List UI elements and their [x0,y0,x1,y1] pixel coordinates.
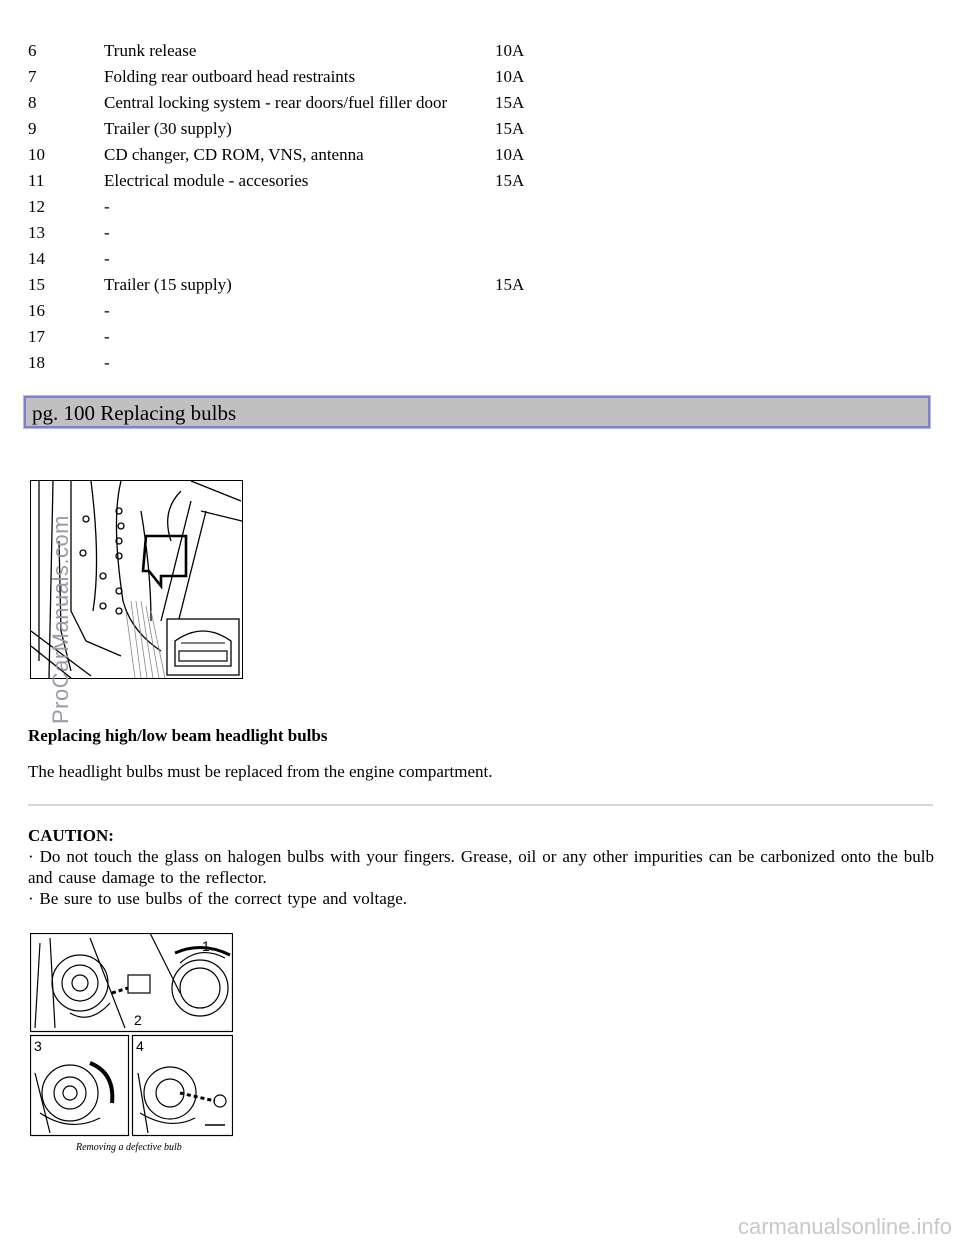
caution-block [28,825,934,909]
fuse-number: 18 [28,353,45,372]
fuse-table-body [28,38,555,376]
fuse-number: 10 [28,145,45,164]
fuse-row [28,168,555,194]
fuse-description: Central locking system - rear doors/fuel filler door [104,93,448,112]
fuse-amperage: 15A [495,275,525,294]
caution-title: CAUTION: [28,826,114,845]
fuse-number: 17 [28,327,45,346]
panel-step-3 [31,1036,129,1136]
fuse-row [28,350,555,376]
fuse-row [28,116,555,142]
fuse-description: - [104,249,110,268]
fuse-row [28,142,555,168]
fuse-description: Trailer (30 supply) [104,119,232,138]
step-label-4: 4 [136,1038,144,1054]
fuse-amperage [495,220,555,246]
fuse-amperage: 10A [495,145,525,164]
fuse-amperage: 15A [495,93,525,112]
fuse-number: 8 [28,93,37,112]
fuse-description: Trunk release [104,41,197,60]
fuse-description: CD changer, CD ROM, VNS, antenna [104,145,364,164]
fuse-description: - [104,197,110,216]
footer-watermark: carmanualsonline.info [737,1214,952,1239]
fuse-table [28,38,555,376]
step-label-2: 2 [134,1012,142,1028]
fuse-number: 9 [28,119,37,138]
fuse-number: 15 [28,275,45,294]
intro-paragraph: The headlight bulbs must be replaced from the engine compartment. [28,762,493,781]
step-label-3: 3 [34,1038,42,1054]
fuse-number: 14 [28,249,45,268]
fuse-row [28,272,555,298]
horizontal-rule [28,804,933,806]
section-header-title: pg. 100 Replacing bulbs [32,401,237,425]
fuse-description: - [104,301,110,320]
fuse-amperage [495,324,555,350]
figure-caption: Removing a defective bulb [76,1142,182,1153]
side-watermark: ProCarManuals.com [48,514,73,724]
fuse-description: Folding rear outboard head restraints [104,67,356,86]
fuse-amperage [495,246,555,272]
fuse-amperage [495,194,555,220]
caution-item: · Be sure to use bulbs of the correct type and voltage. [28,889,408,908]
fuse-amperage [495,350,555,376]
fuse-row [28,38,555,64]
bulb-removal-illustration [30,933,233,1155]
car-front-inset [167,619,239,675]
fuse-row [28,246,555,272]
fuse-number: 12 [28,197,45,216]
fuse-row [28,324,555,350]
fuse-description: Trailer (15 supply) [104,275,232,294]
section-subheading: Replacing high/low beam headlight bulbs [28,726,328,745]
fuse-description: - [104,223,110,242]
fuse-number: 7 [28,67,37,86]
fuse-description: - [104,327,110,346]
fuse-amperage: 15A [495,119,525,138]
fuse-row [28,194,555,220]
fuse-number: 6 [28,41,37,60]
fuse-description: Electrical module - accesories [104,171,309,190]
fuse-row [28,90,555,116]
fuse-row [28,220,555,246]
fuse-number: 16 [28,301,45,320]
fuse-row [28,298,555,324]
fuse-amperage [495,298,555,324]
step-label-1: 1 [202,938,210,954]
fuse-amperage: 15A [495,171,525,190]
fuse-number: 11 [28,171,45,190]
section-header [24,396,930,428]
fuse-amperage: 10A [495,67,525,86]
fuse-row [28,64,555,90]
fuse-description: - [104,353,110,372]
caution-item: · Do not touch the glass on halogen bulbs with your fingers. Grease, oil or any other impurities can be carbonized onto the bulb and cause damage to the reflector. [28,847,934,887]
fuse-number: 13 [28,223,45,242]
fuse-amperage: 10A [495,41,525,60]
bulb-removal-drawing [30,933,233,1155]
